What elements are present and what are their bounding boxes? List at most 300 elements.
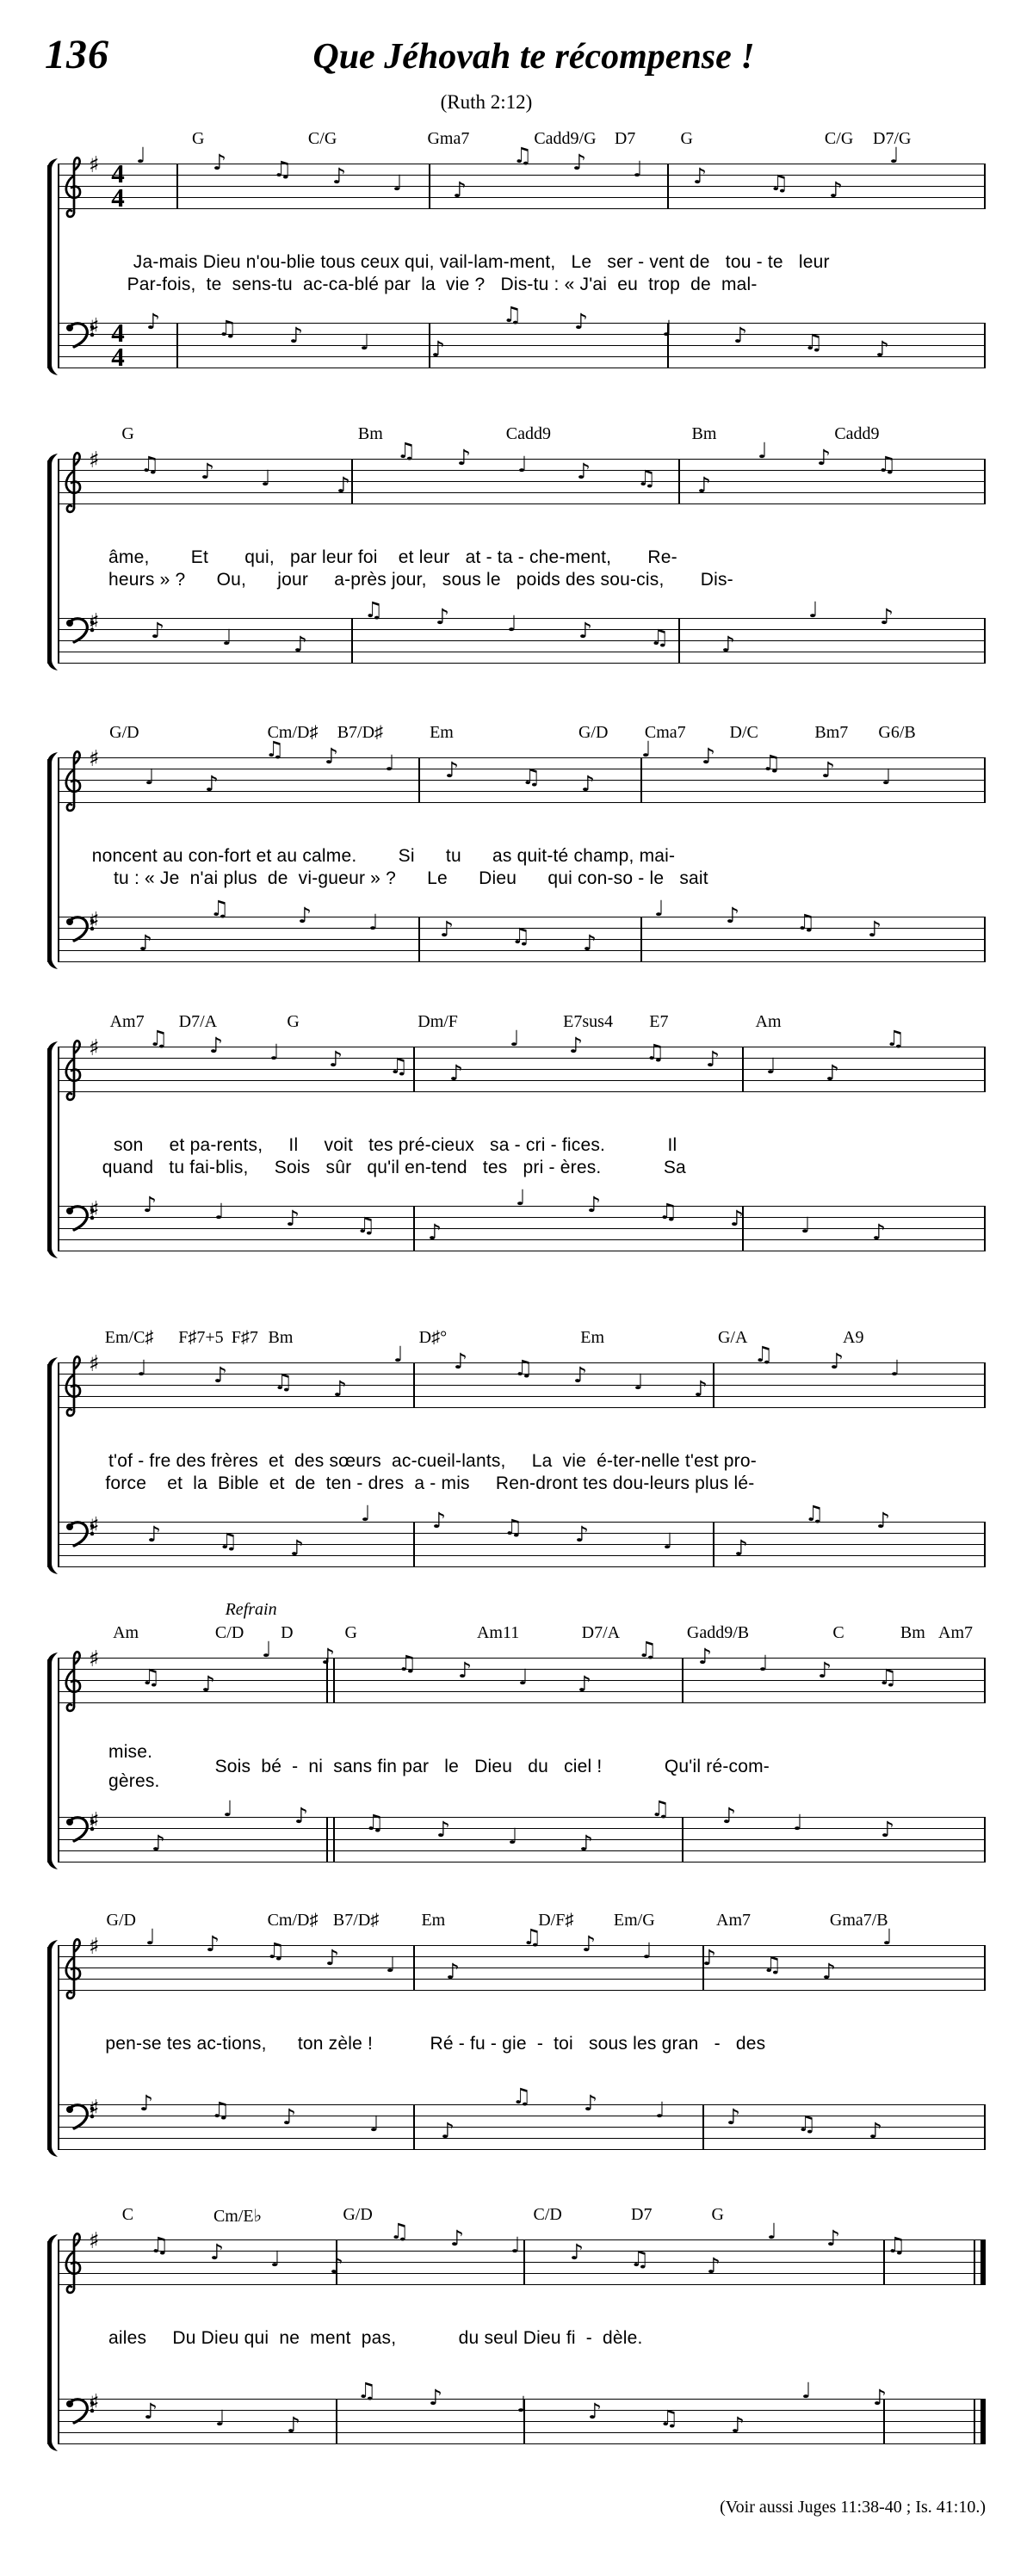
note-glyph: ♩: [801, 2378, 812, 2403]
note-glyph: ♫: [878, 1665, 898, 1690]
barline: [413, 2104, 415, 2150]
chord-row: [0, 2205, 1033, 2226]
system-start-barline: [58, 1047, 59, 1251]
note-glyph: ♫: [762, 751, 782, 775]
note-glyph: ♩: [145, 1924, 156, 1949]
note-glyph: ♫: [219, 1529, 238, 1554]
system-bracket-icon: [43, 1652, 59, 1869]
key-signature: ♯: [89, 1197, 100, 1223]
chord-symbol: F♯7: [231, 1328, 258, 1347]
note-glyph: ♪: [457, 445, 471, 470]
note-glyph: ♪: [429, 2385, 442, 2410]
chord-symbol: Cm/D♯: [267, 1911, 319, 1930]
note-glyph: ♫: [877, 452, 897, 477]
note-glyph: ♫: [357, 2378, 377, 2403]
chord-symbol: Gma7: [427, 129, 470, 148]
key-signature: ♯: [89, 908, 100, 934]
barline: [980, 2399, 986, 2444]
system-bracket: [43, 1357, 59, 1578]
barline: [351, 459, 353, 504]
chord-symbol: G: [711, 2205, 724, 2224]
note-glyph: ♪: [581, 771, 595, 796]
note-glyph: ♫: [651, 1796, 671, 1821]
barline: [984, 2104, 986, 2150]
note-glyph: ♪: [826, 2226, 840, 2251]
note-glyph: ♫: [149, 1026, 169, 1051]
chord-symbol: G/D: [106, 1911, 136, 1930]
note-glyph: ♩: [767, 2219, 777, 2244]
note-glyph: ♩: [262, 1637, 272, 1662]
note-glyph: ♩: [507, 611, 517, 636]
system-start-barline: [58, 459, 59, 664]
lyrics-line: heurs » ? Ou, jour a-près jour, sous le poids des sou-cis, Dis-: [108, 570, 733, 590]
note-glyph: ♫: [511, 924, 531, 948]
chord-symbol: Am11: [476, 1623, 520, 1642]
barline: [984, 1047, 986, 1092]
key-signature: ♯: [89, 1351, 100, 1377]
barline: [413, 1522, 415, 1567]
note-glyph: ♩: [634, 1369, 644, 1394]
chord-symbol: D7/A: [178, 1012, 218, 1031]
note-glyph: ♫: [274, 1369, 294, 1394]
barline: [336, 2399, 337, 2444]
note-glyph: ♫: [365, 1810, 385, 1835]
system-bracket: [43, 158, 59, 380]
chord-symbol: G/A: [717, 1328, 748, 1347]
note-glyph: ♩: [654, 896, 665, 921]
note-glyph: ♩: [510, 2233, 521, 2258]
note-glyph: ♫: [805, 1501, 825, 1526]
system-bracket-icon: [43, 1357, 59, 1574]
chord-symbol: D7/A: [581, 1623, 621, 1642]
system-bracket-icon: [43, 1940, 59, 2157]
note-glyph: ♪: [431, 337, 445, 361]
note-glyph: ♫: [797, 2111, 817, 2136]
barline: [678, 618, 680, 664]
music-system: [0, 1328, 1033, 1595]
note-glyph: ♪: [573, 1362, 587, 1387]
barline: [713, 1362, 714, 1408]
key-signature: ♯: [89, 2390, 100, 2416]
note-glyph: ♩: [881, 764, 892, 789]
system-start-barline: [58, 164, 59, 368]
note-glyph: ♪: [707, 2253, 721, 2278]
chord-symbol: C: [121, 2205, 134, 2224]
note-glyph: ♪: [826, 1060, 839, 1085]
barline: [984, 1817, 986, 1863]
treble-staff: [58, 143, 986, 213]
chord-symbol: G/D: [343, 2205, 373, 2224]
note-glyph: ♫: [218, 316, 238, 341]
note-glyph: ♪: [440, 917, 454, 942]
chord-symbol: D/F♯: [538, 1911, 574, 1930]
treble-staff: [58, 1924, 986, 1991]
barline: [682, 1658, 684, 1703]
note-glyph: ♫: [886, 1026, 906, 1051]
note-glyph: ♪: [582, 1931, 596, 1956]
treble-clef-icon: [61, 1646, 87, 1715]
note-glyph: ♪: [587, 1192, 601, 1217]
barline: [523, 2239, 525, 2285]
note-glyph: ♪: [206, 1931, 220, 1956]
treble-staff: [58, 1342, 986, 1408]
note-glyph: ♪: [201, 459, 214, 484]
note-glyph: ♩: [662, 316, 672, 341]
chord-symbol: Cadd9: [505, 424, 551, 443]
chord-symbol: Am: [755, 1012, 782, 1031]
barline: [640, 757, 642, 803]
note-glyph: ♪: [702, 1945, 716, 1970]
note-glyph: ♪: [294, 1803, 308, 1828]
barline: [418, 757, 420, 803]
system-bracket-icon: [43, 158, 59, 375]
key-signature: ♯: [89, 2096, 100, 2122]
note-glyph: ♪: [588, 2399, 602, 2424]
note-glyph: ♪: [734, 1535, 748, 1560]
note-glyph: ♪: [694, 1376, 708, 1401]
bass-staff: [58, 597, 986, 664]
music-system: [0, 2205, 1033, 2472]
chord-symbol: D♯°: [418, 1328, 448, 1347]
note-glyph: ♪: [722, 1803, 736, 1828]
note-glyph: ♪: [441, 2118, 455, 2143]
note-glyph: ♪: [702, 744, 715, 769]
note-glyph: ♫: [646, 1040, 665, 1065]
barline: [678, 459, 680, 504]
note-glyph: ♩: [222, 625, 232, 650]
chord-symbol: D7/G: [873, 129, 912, 148]
note-glyph: ♩: [393, 1342, 404, 1367]
barline: [176, 164, 178, 209]
note-glyph: ♫: [364, 597, 384, 622]
note-glyph: ♩: [510, 1026, 520, 1051]
note-glyph: ♪: [294, 632, 307, 657]
note-glyph: ♩: [137, 1356, 147, 1381]
note-glyph: ♪: [578, 618, 592, 643]
lyrics-line: âme, Et qui, par leur foi et leur at - ta - che-ment, Re-: [108, 547, 677, 567]
treble-staff: [58, 1026, 986, 1092]
system-bracket: [43, 1652, 59, 1874]
note-glyph: ♪: [210, 2239, 224, 2264]
note-glyph: ♪: [428, 1220, 442, 1245]
note-glyph: ♫: [140, 452, 160, 477]
system-bracket: [43, 752, 59, 973]
note-glyph: ♪: [321, 1644, 335, 1669]
note-glyph: ♪: [706, 1047, 720, 1072]
note-glyph: ♫: [650, 625, 670, 650]
note-glyph: ♪: [697, 473, 711, 497]
barline: [984, 917, 986, 962]
chord-symbol: D7: [614, 129, 636, 148]
note-glyph: ♩: [361, 1501, 371, 1526]
chord-symbol: F♯7+5: [178, 1328, 224, 1347]
chord-symbol: Am7: [938, 1623, 973, 1642]
chord-symbol: G: [121, 424, 134, 443]
treble-clef-icon: [61, 1934, 87, 2003]
note-glyph: ♩: [516, 2392, 527, 2417]
barline: [640, 917, 642, 962]
chord-symbol: Am: [113, 1623, 139, 1642]
note-glyph: ♫: [763, 1952, 782, 1977]
chord-row: [0, 1600, 1033, 1644]
note-glyph: ♩: [793, 1810, 803, 1835]
key-signature: ♯: [89, 746, 100, 772]
note-glyph: ♫: [141, 1665, 161, 1690]
note-glyph: ♪: [139, 2091, 153, 2116]
treble-clef-icon: [61, 1035, 87, 1104]
chord-symbol: Em: [580, 1328, 605, 1347]
note-glyph: ♩: [758, 1651, 769, 1676]
lyrics-line: tu : « Je n'ai plus de vi-gueur » ? Le Dieu qui con-so - le sait: [114, 868, 708, 888]
system-start-barline: [58, 757, 59, 962]
note-glyph: ♪: [875, 337, 889, 361]
note-glyph: ♩: [808, 597, 819, 622]
note-glyph: ♪: [872, 1220, 886, 1245]
chord-symbol: Cma7: [644, 723, 686, 742]
note-glyph: ♪: [432, 1508, 446, 1533]
note-glyph: ♫: [389, 1053, 409, 1078]
note-glyph: ♪: [445, 757, 459, 782]
note-glyph: ♩: [136, 143, 146, 168]
chord-symbol: Bm: [268, 1328, 294, 1347]
note-glyph: ♪: [289, 323, 303, 348]
note-glyph: ♩: [633, 157, 643, 182]
note-glyph: ♪: [325, 1945, 339, 1970]
note-glyph: ♩: [368, 910, 379, 935]
system-bracket-icon: [43, 454, 59, 670]
chord-symbol: Em/G: [613, 1911, 655, 1930]
note-glyph: ♪: [282, 2104, 296, 2129]
chord-symbol: C: [832, 1623, 844, 1642]
chord-symbol: Bm: [691, 424, 717, 443]
barline: [984, 323, 986, 368]
note-glyph: ♫: [770, 170, 789, 195]
chord-symbol: C/G: [307, 129, 337, 148]
chord-symbol: G6/B: [878, 723, 916, 742]
barline: [984, 1206, 986, 1251]
note-glyph: ♪: [458, 1658, 472, 1683]
bass-staff: [58, 1501, 986, 1567]
note-glyph: ♪: [575, 1522, 589, 1547]
system-bracket-icon: [43, 752, 59, 969]
note-glyph: ♪: [139, 930, 152, 955]
note-glyph: ♪: [873, 2385, 887, 2410]
note-glyph: ♪: [337, 473, 350, 497]
note-glyph: ♪: [868, 917, 881, 942]
note-glyph: ♪: [205, 771, 219, 796]
note-glyph: ♪: [880, 604, 894, 629]
note-glyph: ♩: [516, 1185, 526, 1210]
lyrics-line: Par-fois, te sens-tu ac-ca-blé par la vie ? Dis-tu : « J'ai eu trop de mal-: [127, 275, 758, 294]
note-glyph: ♪: [209, 1033, 223, 1058]
note-glyph: ♩: [641, 737, 652, 762]
bass-staff: [58, 2378, 986, 2444]
note-glyph: ♫: [796, 910, 816, 935]
lyrics-line: ailes Du Dieu qui ne ment pas, du seul Dieu fi - dèle.: [108, 2328, 643, 2348]
note-glyph: ♫: [211, 2097, 231, 2122]
note-glyph: ♪: [574, 309, 588, 334]
note-glyph: ♪: [146, 309, 160, 334]
note-glyph: ♩: [393, 170, 403, 195]
time-signature-numerator: 4: [111, 158, 125, 188]
chord-row: [0, 424, 1033, 445]
chord-symbol: Em: [430, 723, 454, 742]
note-glyph: ♫: [504, 1515, 523, 1540]
note-glyph: ♩: [801, 1213, 811, 1238]
chord-symbol: D/C: [729, 723, 758, 742]
note-glyph: ♫: [390, 2219, 410, 2244]
barline: [974, 2239, 975, 2285]
chord-symbol: G: [344, 1623, 357, 1642]
key-signature: ♯: [89, 2228, 100, 2254]
barline: [176, 323, 178, 368]
note-glyph: ♪: [147, 1522, 161, 1547]
lyrics-line: son et pa-rents, Il voit tes pré-cieux sa - cri - fices. Il: [114, 1135, 677, 1155]
note-glyph: ♪: [579, 1831, 593, 1856]
note-glyph: ♫: [630, 2246, 650, 2271]
note-glyph: ♪: [577, 459, 591, 484]
note-glyph: ♩: [508, 1824, 518, 1849]
note-glyph: ♩: [215, 2406, 226, 2431]
note-glyph: ♩: [882, 1924, 893, 1949]
note-glyph: ♪: [436, 604, 449, 629]
chord-symbol: Gma7/B: [829, 1911, 888, 1930]
barline: [980, 2239, 986, 2285]
note-glyph: ♪: [822, 1959, 836, 1984]
chord-symbol: Cm/D♯: [267, 723, 319, 742]
note-glyph: ♩: [889, 143, 900, 168]
note-glyph: ♪: [333, 1376, 347, 1401]
system-start-barline: [58, 1945, 59, 2150]
note-glyph: ♪: [329, 1047, 343, 1072]
note-glyph: ♪: [298, 903, 312, 928]
note-glyph: ♪: [583, 930, 597, 955]
note-glyph: ♪: [693, 164, 707, 188]
music-system: [0, 723, 1033, 990]
note-glyph: ♪: [818, 1658, 832, 1683]
note-glyph: ♩: [214, 1199, 225, 1224]
note-glyph: ♪: [569, 1033, 583, 1058]
note-glyph: ♩: [385, 751, 395, 775]
note-glyph: ♫: [637, 466, 657, 491]
chord-symbol: Cadd9: [834, 424, 880, 443]
song-title: Que Jéhovah te récompense !: [312, 37, 755, 77]
note-glyph: ♪: [730, 1206, 744, 1231]
note-glyph: ♩: [518, 1665, 529, 1690]
note-glyph: ♩: [270, 2246, 281, 2271]
barline: [326, 1817, 328, 1863]
note-glyph: ♪: [829, 177, 843, 202]
barline: [413, 1362, 415, 1408]
lyrics-line: quand tu fai-blis, Sois sûr qu'il en-tend tes pri - ères. Sa: [102, 1158, 686, 1177]
chord-symbol: B7/D♯: [337, 723, 384, 742]
system-bracket-icon: [43, 2234, 59, 2451]
chord-symbol: Am7: [109, 1012, 145, 1031]
barline: [418, 917, 420, 962]
chord-symbol: G: [191, 129, 205, 148]
key-signature: ♯: [89, 1513, 100, 1539]
note-glyph: ♪: [213, 1362, 227, 1387]
note-glyph: ♪: [578, 1671, 591, 1696]
barline: [984, 164, 986, 209]
refrain-label: Refrain: [225, 1600, 277, 1619]
note-glyph: ♪: [446, 1959, 460, 1984]
barline: [742, 1047, 744, 1092]
note-glyph: ♩: [269, 1040, 280, 1065]
note-glyph: ♪: [570, 2239, 584, 2264]
note-glyph: ♩: [223, 1796, 233, 1821]
bass-staff: [58, 1185, 986, 1251]
note-glyph: ♫: [659, 2406, 679, 2431]
bass-staff: [58, 896, 986, 962]
barline: [413, 1206, 415, 1251]
note-glyph: ♪: [869, 2118, 882, 2143]
key-signature: ♯: [89, 152, 100, 178]
barline: [682, 1817, 684, 1863]
note-glyph: ♪: [727, 2104, 740, 2129]
note-glyph: ♫: [659, 1199, 678, 1224]
barline: [413, 1945, 415, 1991]
key-signature: ♯: [89, 1035, 100, 1061]
barline: [713, 1522, 714, 1567]
note-glyph: ♫: [804, 330, 824, 355]
note-glyph: ♫: [210, 896, 230, 921]
note-glyph: ♪: [876, 1508, 890, 1533]
bass-staff: [58, 302, 986, 372]
note-glyph: ♫: [273, 157, 293, 182]
time-signature-numerator: 4: [111, 318, 125, 348]
system-bracket: [43, 1940, 59, 2161]
chord-symbol: D: [281, 1623, 294, 1642]
chord-symbol: Gadd9/B: [686, 1623, 750, 1642]
music-system: [0, 129, 1033, 396]
note-glyph: ♩: [890, 1356, 900, 1381]
note-glyph: ♫: [638, 1637, 658, 1662]
chord-symbol: G/D: [109, 723, 139, 742]
barline: [984, 1362, 986, 1408]
lyrics-line: mise.: [108, 1742, 153, 1762]
system-start-barline: [58, 1362, 59, 1567]
system-bracket: [43, 1041, 59, 1263]
chord-symbol: Cm/E♭: [213, 2207, 263, 2226]
barline: [883, 2239, 885, 2285]
note-glyph: ♫: [356, 1213, 376, 1238]
note-glyph: ♪: [453, 177, 467, 202]
treble-clef-icon: [61, 448, 87, 516]
chord-symbol: C/D: [214, 1623, 244, 1642]
note-glyph: ♪: [733, 323, 747, 348]
barline: [702, 2104, 704, 2150]
note-glyph: ♩: [642, 1938, 653, 1963]
scripture-footer: (Voir aussi Juges 11:38-40 ; Is. 41:10.): [720, 2498, 986, 2517]
lyrics-line: pen-se tes ac-tions, ton zèle ! Ré - fu - gie - toi sous les gran - des: [105, 2034, 766, 2054]
bass-staff: [58, 2084, 986, 2150]
note-glyph: ♩: [261, 466, 271, 491]
note-glyph: ♪: [330, 2253, 343, 2278]
note-glyph: ♪: [817, 445, 831, 470]
music-system: [0, 1600, 1033, 1890]
treble-clef-icon: [61, 2228, 87, 2297]
note-glyph: ♩: [369, 2111, 380, 2136]
note-glyph: ♪: [726, 903, 739, 928]
note-glyph: ♪: [143, 1192, 157, 1217]
barline: [351, 618, 353, 664]
note-glyph: ♫: [514, 1356, 534, 1381]
note-glyph: ♪: [286, 1206, 300, 1231]
barline: [984, 1945, 986, 1991]
barline: [984, 1522, 986, 1567]
note-glyph: ♪: [151, 618, 164, 643]
